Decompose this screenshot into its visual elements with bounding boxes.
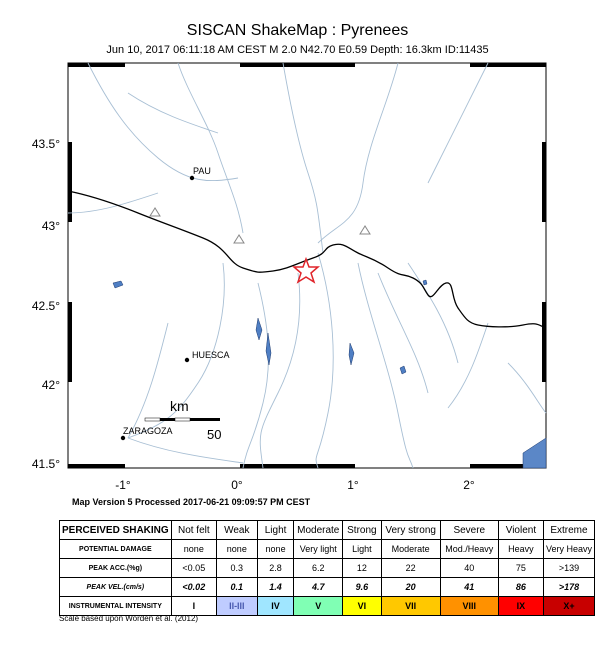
scale-distance: 50 (207, 427, 222, 442)
legend-cell: 12 (343, 559, 382, 578)
city-label: HUESCA (192, 350, 230, 360)
map-version: Map Version 5 Processed 2017-06-21 09:09:57 PM CEST (72, 497, 311, 507)
scale-unit: km (170, 398, 189, 414)
legend-cell: Very Heavy (543, 540, 594, 559)
legend-cell: >139 (543, 559, 594, 578)
legend-cell: 1.4 (257, 578, 294, 597)
legend-cell: 9.6 (343, 578, 382, 597)
shakemap-area[interactable] (68, 63, 546, 468)
lon-tick-label: 2° (463, 478, 475, 492)
legend-cell: 2.8 (257, 559, 294, 578)
legend-cell: Weak (216, 521, 257, 540)
scale-note: Scale based upon Worden et al. (2012) (59, 614, 199, 623)
legend-cell: Very strong (381, 521, 440, 540)
legend-cell: 4.7 (294, 578, 343, 597)
intensity-cell: IV (257, 597, 294, 616)
legend-row-label: PERCEIVED SHAKING (60, 521, 172, 540)
lon-tick-label: -1° (115, 478, 131, 492)
lon-tick-label: 0° (231, 478, 243, 492)
intensity-legend (59, 520, 595, 616)
legend-cell: 0.1 (216, 578, 257, 597)
legend-row-label: POTENTIAL DAMAGE (60, 540, 172, 559)
city-label: ZARAGOZA (123, 426, 173, 436)
legend-row-label: PEAK VEL.(cm/s) (60, 578, 172, 597)
map-frame-border (68, 63, 546, 468)
intensity-cell: VI (343, 597, 382, 616)
lat-tick-label: 43° (41, 219, 60, 233)
lat-tick-label: 42° (41, 378, 60, 392)
legend-cell: <0.05 (171, 559, 216, 578)
legend-cell: 6.2 (294, 559, 343, 578)
intensity-cell: VIII (440, 597, 498, 616)
city-label: PAU (193, 166, 211, 176)
legend-cell: Violent (498, 521, 543, 540)
intensity-cell: VII (381, 597, 440, 616)
legend-cell: Moderate (381, 540, 440, 559)
intensity-cell: IX (498, 597, 543, 616)
legend-cell: Strong (343, 521, 382, 540)
legend-cell: none (216, 540, 257, 559)
legend-cell: Light (257, 521, 294, 540)
legend-cell: Moderate (294, 521, 343, 540)
legend-cell: 20 (381, 578, 440, 597)
legend-cell: >178 (543, 578, 594, 597)
legend-row-label: PEAK ACC.(%g) (60, 559, 172, 578)
legend-cell: <0.02 (171, 578, 216, 597)
legend-cell: 0.3 (216, 559, 257, 578)
legend-cell: Heavy (498, 540, 543, 559)
legend-cell: 86 (498, 578, 543, 597)
intensity-cell: V (294, 597, 343, 616)
legend-cell: 40 (440, 559, 498, 578)
lat-tick-label: 43.5° (31, 137, 60, 151)
event-info: Jun 10, 2017 06:11:18 AM CEST M 2.0 N42.70 E0.59 Depth: 16.3km ID:11435 (106, 44, 489, 56)
legend-cell: 75 (498, 559, 543, 578)
legend-cell: Not felt (171, 521, 216, 540)
city-marker[interactable] (190, 176, 194, 180)
lat-tick-label: 42.5° (31, 299, 60, 313)
legend-cell: 22 (381, 559, 440, 578)
intensity-cell: II-III (216, 597, 257, 616)
map-title: SISCAN ShakeMap : Pyrenees (186, 22, 409, 39)
legend-cell: Severe (440, 521, 498, 540)
legend-cell: Light (343, 540, 382, 559)
legend-cell: none (171, 540, 216, 559)
lon-tick-label: 1° (347, 478, 359, 492)
lat-tick-label: 41.5° (31, 457, 60, 471)
legend-cell: 41 (440, 578, 498, 597)
legend-cell: Extreme (543, 521, 594, 540)
city-marker[interactable] (121, 436, 125, 440)
intensity-cell: X+ (543, 597, 594, 616)
city-marker[interactable] (185, 358, 189, 362)
legend-cell: none (257, 540, 294, 559)
legend-cell: Very light (294, 540, 343, 559)
legend-cell: Mod./Heavy (440, 540, 498, 559)
legend-row-label: INSTRUMENTAL INTENSITY (60, 597, 172, 616)
intensity-cell: I (171, 597, 216, 616)
